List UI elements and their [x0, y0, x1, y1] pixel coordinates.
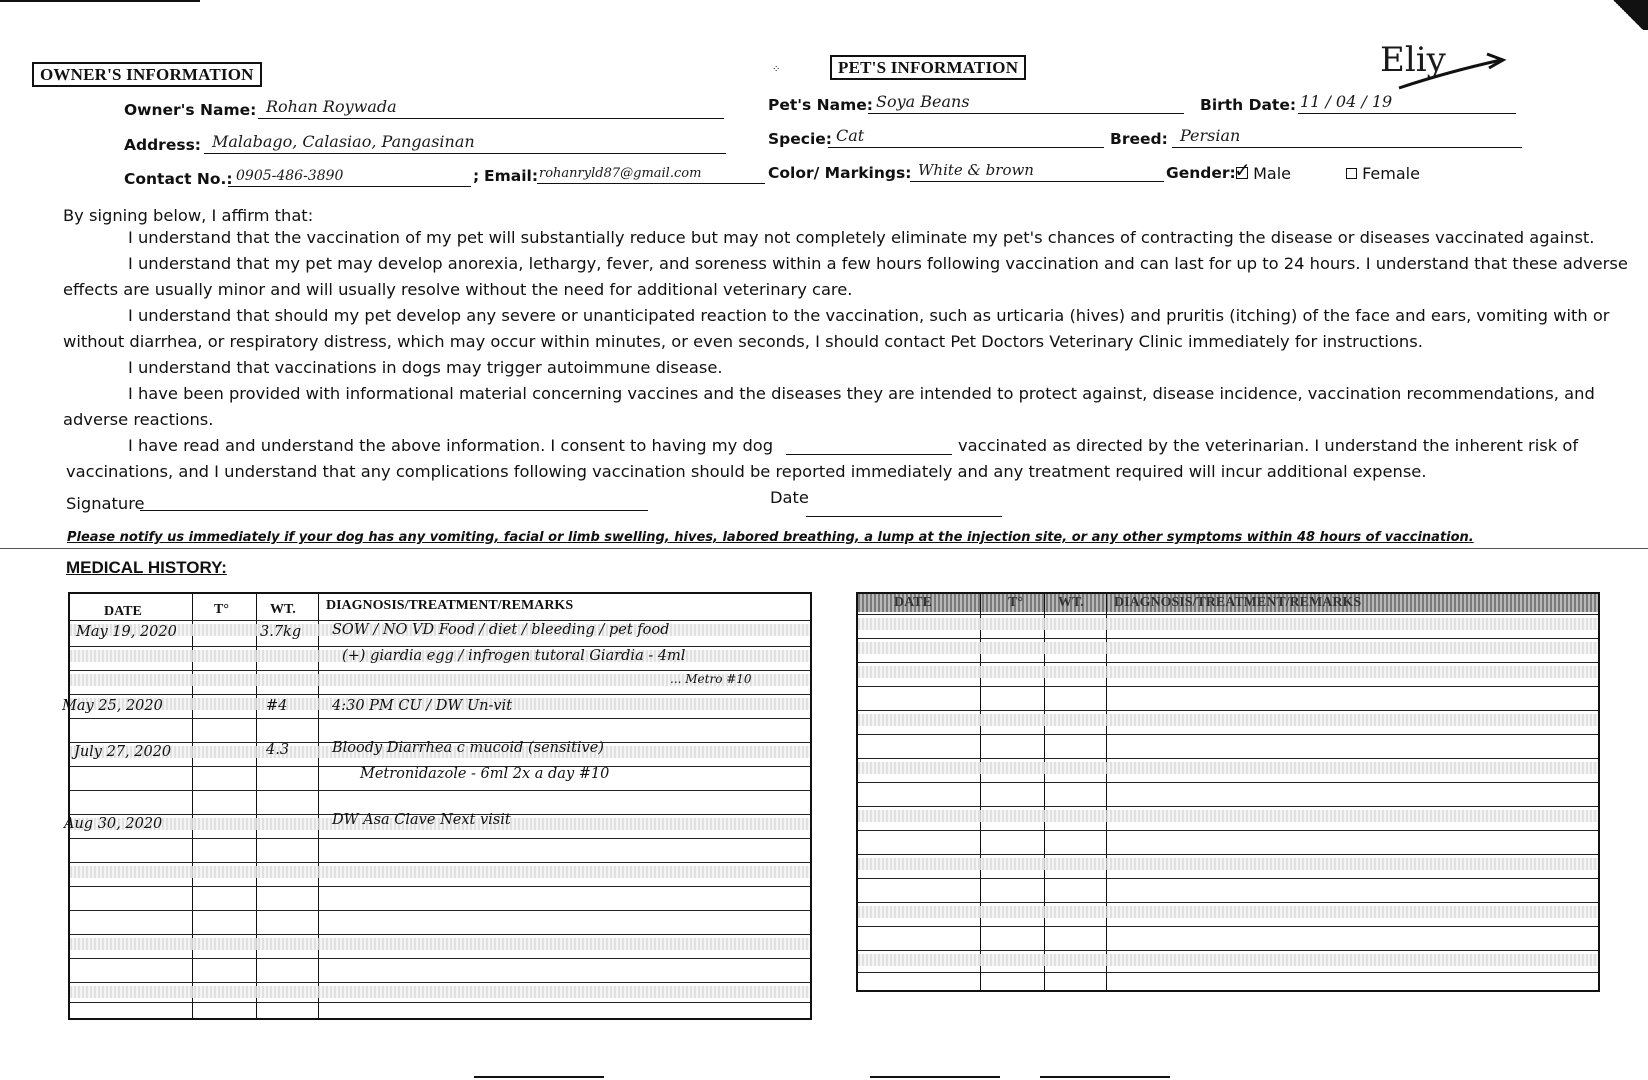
- consent-p6b: vaccinations, and I understand that any complications following vaccination should be reported immediately and any treatment required will incur additional expense.: [66, 462, 1427, 481]
- scan-bottom-mark-2: [870, 1076, 1000, 1078]
- specie-field[interactable]: [828, 125, 1104, 148]
- col-head-temp: T°: [214, 602, 229, 617]
- consent-p6a-end: vaccinated as directed by the veterinarian. I understand the inherent risk of: [958, 436, 1579, 455]
- corner-note: Eliy: [1380, 40, 1446, 80]
- owner-name-value: Rohan Roywada: [266, 97, 397, 116]
- col-head-weight: WT.: [270, 602, 296, 617]
- right-col-head-weight: WT.: [1058, 595, 1084, 610]
- color-markings-field[interactable]: [910, 159, 1164, 182]
- color-markings-label: Color/ Markings:: [768, 164, 912, 182]
- gender-female-option[interactable]: [1346, 164, 1420, 183]
- signature-label: Signature: [66, 494, 145, 513]
- corner-arrow-icon: [1395, 50, 1507, 92]
- entry-1-date: May 19, 2020: [76, 624, 177, 640]
- entry-1-remarks: SOW / NO VD Food / diet / bleeding / pet food: [332, 622, 670, 638]
- entry-3-remarks: ... Metro #10: [670, 672, 752, 686]
- entry-7-remarks: DW Asa Clave Next visit: [332, 812, 511, 828]
- pet-name-label: Pet's Name:: [768, 96, 873, 114]
- entry-1-weight: 3.7kg: [260, 624, 302, 640]
- entry-4-weight: #4: [266, 698, 288, 714]
- breed-label: Breed:: [1110, 130, 1168, 148]
- entry-7-date: Aug 30, 2020: [64, 816, 163, 832]
- specie-label: Specie:: [768, 130, 832, 148]
- scan-divider: [0, 548, 1648, 549]
- breed-value: Persian: [1180, 126, 1241, 145]
- medical-table-left: [62, 592, 812, 1020]
- entry-5-date: July 27, 2020: [74, 744, 172, 760]
- entry-4-remarks: 4:30 PM CU / DW Un-vit: [332, 698, 513, 714]
- address-label: Address:: [124, 136, 201, 154]
- consent-p2b: effects are usually minor and will usually resolve without the need for additional veterinary care.: [63, 280, 853, 299]
- gender-male-label: Male: [1253, 164, 1291, 183]
- birth-date-field[interactable]: [1298, 91, 1516, 114]
- medical-table-right: [856, 592, 1600, 992]
- consent-p5b: adverse reactions.: [63, 410, 214, 429]
- consent-p4: I understand that vaccinations in dogs may trigger autoimmune disease.: [128, 358, 723, 377]
- date-label: Date: [770, 488, 809, 507]
- email-label: Email:: [484, 167, 539, 185]
- owner-name-field[interactable]: [258, 96, 724, 119]
- scan-speck: ⁘: [772, 64, 781, 75]
- consent-p3b: without diarrhea, or respiratory distress, which may occur within minutes, or even seconds, I should contact Pet Doctors Veterinary Clinic immediately for instructions.: [63, 332, 1423, 351]
- contact-value: 0905-486-3890: [236, 168, 344, 184]
- contact-label: Contact No.:: [124, 170, 233, 188]
- pet-section-title: PET'S INFORMATION: [830, 55, 1026, 80]
- birth-date-value: 11 / 04 / 19: [1300, 92, 1393, 111]
- signature-field[interactable]: [140, 494, 648, 511]
- owner-section-title: OWNER'S INFORMATION: [32, 62, 262, 87]
- right-col-head-diagnosis: DIAGNOSIS/TREATMENT/REMARKS: [1114, 595, 1362, 610]
- address-value: Malabago, Calasiao, Pangasinan: [212, 132, 475, 151]
- col-head-diagnosis: DIAGNOSIS/TREATMENT/REMARKS: [326, 598, 574, 613]
- owner-name-label: Owner's Name:: [124, 101, 257, 119]
- entry-5-weight: 4.3: [266, 742, 290, 758]
- right-col-head-date: DATE: [894, 595, 932, 610]
- consent-p2a: I understand that my pet may develop anorexia, lethargy, fever, and soreness within a few hours following vaccination and can last for up to 24 hours. I understand that these adverse: [128, 254, 1628, 273]
- consent-p5a: I have been provided with informational material concerning vaccines and the diseases they are intended to protect against, disease incidence, vaccination recommendations, and: [128, 384, 1595, 403]
- entry-6-remarks: Metronidazole - 6ml 2x a day #10: [360, 766, 610, 782]
- breed-field[interactable]: [1172, 125, 1522, 148]
- color-markings-value: White & brown: [918, 161, 1034, 179]
- email-field[interactable]: [537, 161, 765, 184]
- scan-bottom-mark-3: [1040, 1076, 1170, 1078]
- email-value: rohanryld87@gmail.com: [539, 166, 702, 181]
- scan-edge-top: [0, 0, 200, 2]
- contact-suffix: ;: [473, 167, 480, 185]
- male-check-mark: ✓: [1234, 158, 1251, 182]
- contact-field[interactable]: [228, 164, 471, 187]
- address-field[interactable]: [204, 131, 726, 154]
- right-col-head-temp: T°: [1008, 595, 1023, 610]
- consent-p6a-start: I have read and understand the above information. I consent to having my dog: [128, 436, 774, 455]
- scan-bottom-mark-1: [474, 1076, 604, 1078]
- gender-label: Gender:: [1166, 164, 1236, 182]
- consent-p1: I understand that the vaccination of my pet will substantially reduce but may not completely eliminate my pet's chances of contracting the disease or diseases vaccinated against.: [128, 228, 1595, 247]
- col-head-date: DATE: [104, 604, 142, 619]
- pet-name-value: Soya Beans: [876, 92, 970, 111]
- female-checkbox-icon[interactable]: [1346, 168, 1357, 179]
- specie-value: Cat: [836, 126, 865, 145]
- entry-5-remarks: Bloody Diarrhea c mucoid (sensitive): [332, 740, 604, 756]
- gender-male-option[interactable]: [1234, 158, 1291, 183]
- entry-2-remarks: (+) giardia egg / infrogen tutoral Giardia - 4ml: [342, 648, 686, 664]
- pet-name-field[interactable]: [868, 91, 1184, 114]
- consent-intro: By signing below, I affirm that:: [63, 206, 314, 225]
- scan-corner-fold: [1608, 0, 1648, 30]
- birth-date-label: Birth Date:: [1200, 96, 1297, 114]
- medical-history-title: MEDICAL HISTORY:: [66, 558, 227, 577]
- entry-4-date: May 25, 2020: [62, 698, 163, 714]
- notice-text: Please notify us immediately if your dog has any vomiting, facial or limb swelling, hives, labored breathing, a lump at the injection site, or any other symptoms within 48 hours of vaccination.: [67, 530, 1474, 545]
- gender-female-label: Female: [1362, 164, 1420, 183]
- date-field[interactable]: [806, 500, 1002, 517]
- consent-p3a: I understand that should my pet develop any severe or unanticipated reaction to the vaccination, such as urticaria (hives) and pruritis (itching) of the face and ears, vomiting with or: [128, 306, 1610, 325]
- dog-name-field[interactable]: [786, 436, 952, 455]
